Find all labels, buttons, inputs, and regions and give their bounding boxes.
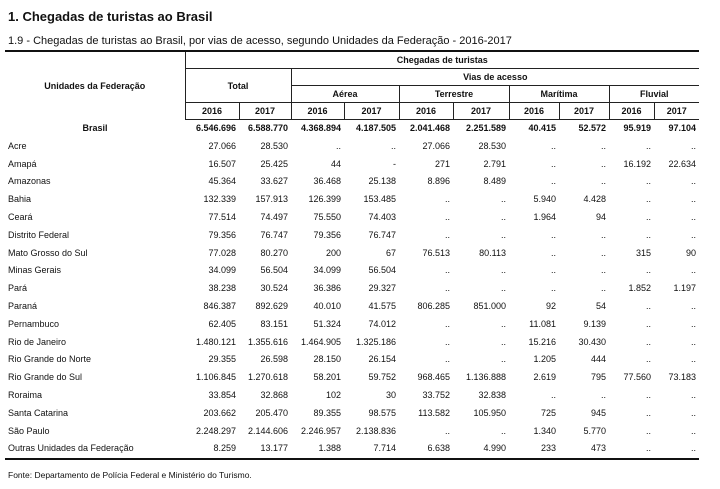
table-cell: ..	[600, 176, 606, 187]
table-cell: 1.270.618	[247, 372, 288, 383]
table-cell: 725	[540, 407, 556, 418]
table-cell: ..	[645, 176, 651, 187]
table-row	[5, 209, 699, 227]
table-cell: 32.838	[478, 389, 506, 400]
table-cell: ..	[500, 265, 506, 276]
col-header-terrestre: Terrestre	[399, 86, 509, 103]
table-cell: ..	[500, 283, 506, 294]
table-cell: ..	[550, 158, 556, 169]
table-cell: 25.425	[260, 158, 288, 169]
table-cell: ..	[500, 194, 506, 205]
table-cell: 2.248.297	[195, 425, 236, 436]
table-cell: 56.504	[368, 265, 396, 276]
table-cell: ..	[691, 318, 697, 329]
table-cell: 1.964	[533, 211, 556, 222]
table-cell: 77.514	[208, 211, 236, 222]
table-cell: 2.041.468	[409, 123, 450, 133]
table-row	[5, 191, 699, 209]
table-cell: 968.465	[417, 372, 450, 383]
table-row	[5, 298, 699, 316]
table-cell: 32.868	[260, 389, 288, 400]
table-cell: 80.270	[260, 247, 288, 258]
table-cell: 1.355.616	[247, 336, 288, 347]
table-row	[5, 369, 699, 387]
tourist-arrivals-table	[5, 50, 699, 460]
table-row	[5, 156, 699, 174]
table-cell: 2.138.836	[355, 425, 396, 436]
year-header: 2017	[453, 103, 509, 120]
table-cell: 1.388	[291, 440, 344, 459]
table-cell: ..	[645, 407, 651, 418]
table-row-total	[5, 120, 699, 138]
table-cell: 62.405	[208, 318, 236, 329]
table-cell: 1.197	[673, 283, 697, 294]
table-cell: ..	[645, 425, 651, 436]
table-cell: 8.489	[483, 176, 506, 187]
col-header-maritima: Marítima	[509, 86, 609, 103]
table-cell: ..	[550, 176, 556, 187]
table-cell: ..	[600, 389, 606, 400]
row-label: Bahia	[8, 194, 32, 205]
table-cell: ..	[500, 354, 506, 365]
table-cell: ..	[444, 283, 450, 294]
table-cell: 33.854	[208, 389, 236, 400]
table-cell: 90	[686, 247, 697, 258]
table-cell: 76.513	[422, 247, 450, 258]
table-cell: 1.340	[533, 425, 556, 436]
table-cell: 83.151	[260, 318, 288, 329]
table-cell: ..	[600, 158, 606, 169]
table-cell: 11.081	[529, 318, 556, 329]
table-cell: 806.285	[417, 300, 450, 311]
table-cell: ..	[550, 283, 556, 294]
table-row	[5, 440, 699, 459]
table-cell: 795	[590, 372, 606, 383]
table-cell: ..	[654, 440, 699, 459]
table-cell: 8.259	[185, 440, 239, 459]
table-cell: 67	[385, 247, 396, 258]
table-row	[5, 173, 699, 191]
row-label: Amapá	[8, 158, 37, 169]
table-cell: ..	[444, 194, 450, 205]
row-label: Rio Grande do Sul	[8, 372, 83, 383]
table-cell: 34.099	[208, 265, 236, 276]
table-cell: ..	[600, 265, 606, 276]
table-cell: ..	[645, 318, 651, 329]
table-cell: 1.325.186	[355, 336, 396, 347]
table-cell: ..	[444, 318, 450, 329]
table-cell: 28.530	[478, 140, 506, 151]
table-cell: 56.504	[260, 265, 288, 276]
table-cell: 89.355	[313, 407, 341, 418]
year-header: 2017	[344, 103, 399, 120]
table-cell: 28.150	[313, 354, 341, 365]
table-body	[5, 120, 699, 460]
table-cell: 38.238	[208, 283, 236, 294]
table-cell: 113.582	[418, 407, 450, 418]
table-cell: 8.896	[427, 176, 450, 187]
table-cell: 1.106.845	[195, 372, 236, 383]
table-cell: ..	[691, 407, 697, 418]
table-cell: ..	[691, 194, 697, 205]
table-cell: 22.634	[668, 158, 697, 169]
table-cell: 26.154	[368, 354, 396, 365]
row-label: Pernambuco	[8, 318, 60, 329]
table-cell: 4.187.505	[355, 123, 396, 133]
table-cell: 233	[509, 440, 559, 459]
table-cell: ..	[609, 440, 654, 459]
row-label: São Paulo	[8, 425, 50, 436]
table-cell: ..	[500, 229, 506, 240]
table-cell: ..	[691, 211, 697, 222]
row-label: Minas Gerais	[8, 265, 62, 276]
table-cell: ..	[691, 229, 697, 240]
table-cell: 1.464.905	[300, 336, 341, 347]
row-label: Mato Grosso do Sul	[8, 247, 88, 258]
row-label: Rio de Janeiro	[8, 336, 67, 347]
row-label: Distrito Federal	[8, 229, 70, 240]
table-cell: ..	[691, 425, 697, 436]
table-row	[5, 138, 699, 156]
table-cell: ..	[691, 336, 697, 347]
table-cell: 52.572	[578, 123, 606, 133]
table-cell: ..	[444, 425, 450, 436]
table-cell: 76.747	[368, 229, 396, 240]
row-label: Rio Grande do Norte	[8, 354, 92, 365]
table-cell: 105.950	[473, 407, 506, 418]
table-cell: 1.852	[628, 283, 651, 294]
table-cell: 157.913	[255, 194, 288, 205]
table-cell: 27.066	[422, 140, 450, 151]
row-label: Roraima	[8, 389, 43, 400]
table-cell: 40.010	[313, 300, 341, 311]
table-cell: ..	[600, 140, 606, 151]
table-row	[5, 316, 699, 334]
table-subtitle: 1.9 - Chegadas de turistas ao Brasil, por vias de acesso, segundo Unidades da Federação - 2016-2017	[8, 35, 512, 47]
table-cell: 27.066	[208, 140, 236, 151]
table-cell: 16.192	[623, 158, 651, 169]
table-cell: 9.139	[583, 318, 606, 329]
table-cell: 97.104	[668, 123, 697, 133]
table-cell: 153.485	[363, 194, 396, 205]
table-cell: 5.770	[583, 425, 606, 436]
table-cell: ..	[444, 265, 450, 276]
table-cell: ..	[645, 336, 651, 347]
table-cell: ..	[550, 389, 556, 400]
table-row	[5, 280, 699, 298]
table-cell: 44	[330, 158, 341, 169]
table-row	[5, 334, 699, 352]
table-cell: 80.113	[479, 247, 506, 258]
table-cell: ..	[600, 247, 606, 258]
table-cell: 2.251.589	[465, 123, 506, 133]
table-cell: ..	[444, 211, 450, 222]
table-row	[5, 405, 699, 423]
row-label: Pará	[8, 283, 28, 294]
table-cell: 205.470	[255, 407, 288, 418]
table-cell: 45.364	[208, 176, 236, 187]
table-cell: 444	[590, 354, 606, 365]
table-cell: 7.714	[344, 440, 399, 459]
table-cell: 6.588.770	[247, 123, 288, 133]
table-cell: 15.216	[528, 336, 556, 347]
table-cell: 36.386	[313, 283, 341, 294]
table-cell: 74.403	[368, 211, 396, 222]
year-header: 2016	[509, 103, 559, 120]
table-cell: ..	[500, 318, 506, 329]
col-header-aerea: Aérea	[291, 86, 399, 103]
table-cell: ..	[691, 176, 697, 187]
row-label: Santa Catarina	[8, 407, 69, 418]
table-cell: 271	[434, 158, 450, 169]
table-cell: 34.099	[313, 265, 341, 276]
table-cell: 75.550	[313, 211, 341, 222]
table-cell: 51.324	[313, 318, 341, 329]
table-cell: ..	[691, 389, 697, 400]
table-cell: ..	[600, 229, 606, 240]
table-row	[5, 262, 699, 280]
table-cell: 40.415	[528, 123, 556, 133]
row-label: Outras Unidades da Federação	[5, 440, 185, 459]
table-row	[5, 351, 699, 369]
row-label: Paraná	[8, 300, 38, 311]
table-row	[5, 227, 699, 245]
year-header: 2016	[291, 103, 344, 120]
table-cell: 74.012	[368, 318, 396, 329]
table-cell: ..	[444, 336, 450, 347]
table-cell: 30.430	[578, 336, 606, 347]
page-title: 1. Chegadas de turistas ao Brasil	[8, 9, 213, 24]
table-cell: ..	[550, 229, 556, 240]
table-cell: 2.144.606	[247, 425, 288, 436]
table-cell: 16.507	[208, 158, 236, 169]
table-cell: 13.177	[239, 440, 291, 459]
col-header-fluvial: Fluvial	[609, 86, 699, 103]
table-cell: 846.387	[203, 300, 236, 311]
table-cell: ..	[335, 140, 341, 151]
table-cell: 315	[635, 247, 651, 258]
row-label: Amazonas	[8, 176, 51, 187]
table-cell: 102	[325, 389, 341, 400]
table-cell: 54	[595, 300, 606, 311]
table-cell: 73.183	[668, 372, 697, 383]
table-cell: 74.497	[260, 211, 288, 222]
col-header-total: Total	[185, 69, 291, 103]
row-label: Acre	[8, 140, 27, 151]
table-cell: 26.598	[260, 354, 288, 365]
table-cell: 58.201	[313, 372, 341, 383]
table-cell: 36.468	[313, 176, 341, 187]
table-cell: ..	[645, 229, 651, 240]
table-cell: 33.752	[422, 389, 450, 400]
col-header-vias: Vias de acesso	[291, 69, 699, 86]
table-cell: 1.205	[533, 354, 556, 365]
table-cell: ..	[390, 140, 396, 151]
table-cell: 126.399	[308, 194, 341, 205]
table-cell: 59.752	[368, 372, 396, 383]
table-cell: 945	[590, 407, 606, 418]
table-cell: ..	[691, 300, 697, 311]
table-cell: 92	[545, 300, 556, 311]
table-cell: 28.530	[260, 140, 288, 151]
table-cell: 30	[385, 389, 396, 400]
table-cell: ..	[691, 265, 697, 276]
table-cell: 33.627	[260, 176, 288, 187]
table-row	[5, 387, 699, 405]
table-cell: ..	[691, 354, 697, 365]
table-cell: 77.560	[623, 372, 651, 383]
year-header: 2017	[654, 103, 699, 120]
year-header: 2016	[185, 103, 239, 120]
table-cell: 94	[595, 211, 606, 222]
year-header: 2016	[399, 103, 453, 120]
table-cell: 2.246.957	[300, 425, 341, 436]
table-cell: 25.138	[368, 176, 396, 187]
table-cell: 95.919	[623, 123, 651, 133]
year-header: 2017	[559, 103, 609, 120]
table-cell: 132.339	[203, 194, 236, 205]
table-cell: 2.791	[483, 158, 506, 169]
table-cell: ..	[500, 336, 506, 347]
col-header-uf: Unidades da Federação	[5, 51, 185, 120]
table-cell: ..	[444, 229, 450, 240]
row-label: Brasil	[82, 122, 108, 133]
table-cell: 200	[325, 247, 341, 258]
table-cell: ..	[691, 140, 697, 151]
table-cell: 1.136.888	[465, 372, 506, 383]
table-cell: 851.000	[473, 300, 506, 311]
table-cell: 5.940	[533, 194, 556, 205]
table-row	[5, 245, 699, 263]
table-cell: 2.619	[533, 372, 556, 383]
table-row	[5, 423, 699, 441]
table-cell: 4.368.894	[300, 123, 341, 133]
table-cell: 1.480.121	[195, 336, 236, 347]
table-cell: ..	[550, 265, 556, 276]
table-cell: 41.575	[368, 300, 396, 311]
table-cell: ..	[500, 211, 506, 222]
table-cell: 4.990	[453, 440, 509, 459]
table-cell: ..	[444, 354, 450, 365]
table-cell: 98.575	[368, 407, 396, 418]
table-cell: -	[393, 158, 396, 169]
year-header: 2017	[239, 103, 291, 120]
table-cell: ..	[600, 283, 606, 294]
table-cell: ..	[550, 140, 556, 151]
table-cell: 30.524	[260, 283, 288, 294]
table-cell: ..	[645, 140, 651, 151]
table-cell: ..	[645, 389, 651, 400]
table-cell: 6.638	[399, 440, 453, 459]
table-cell: 79.356	[313, 229, 341, 240]
table-cell: ..	[645, 211, 651, 222]
table-cell: 473	[559, 440, 609, 459]
col-header-chegadas: Chegadas de turistas	[185, 51, 699, 69]
row-label: Ceará	[8, 211, 33, 222]
table-cell: ..	[645, 265, 651, 276]
table-cell: 203.662	[203, 407, 236, 418]
table-cell: ..	[645, 354, 651, 365]
table-cell: ..	[550, 247, 556, 258]
table-cell: 76.747	[260, 229, 288, 240]
year-header: 2016	[609, 103, 654, 120]
table-cell: 77.028	[208, 247, 236, 258]
table-cell: 29.355	[208, 354, 236, 365]
table-cell: ..	[645, 300, 651, 311]
table-cell: 4.428	[583, 194, 606, 205]
table-cell: 29.327	[368, 283, 396, 294]
table-cell: 6.546.696	[195, 123, 236, 133]
table-cell: 892.629	[255, 300, 288, 311]
table-cell: ..	[500, 425, 506, 436]
table-cell: 79.356	[208, 229, 236, 240]
table-cell: ..	[645, 194, 651, 205]
source-note: Fonte: Departamento de Polícia Federal e Ministério do Turismo.	[8, 470, 252, 480]
